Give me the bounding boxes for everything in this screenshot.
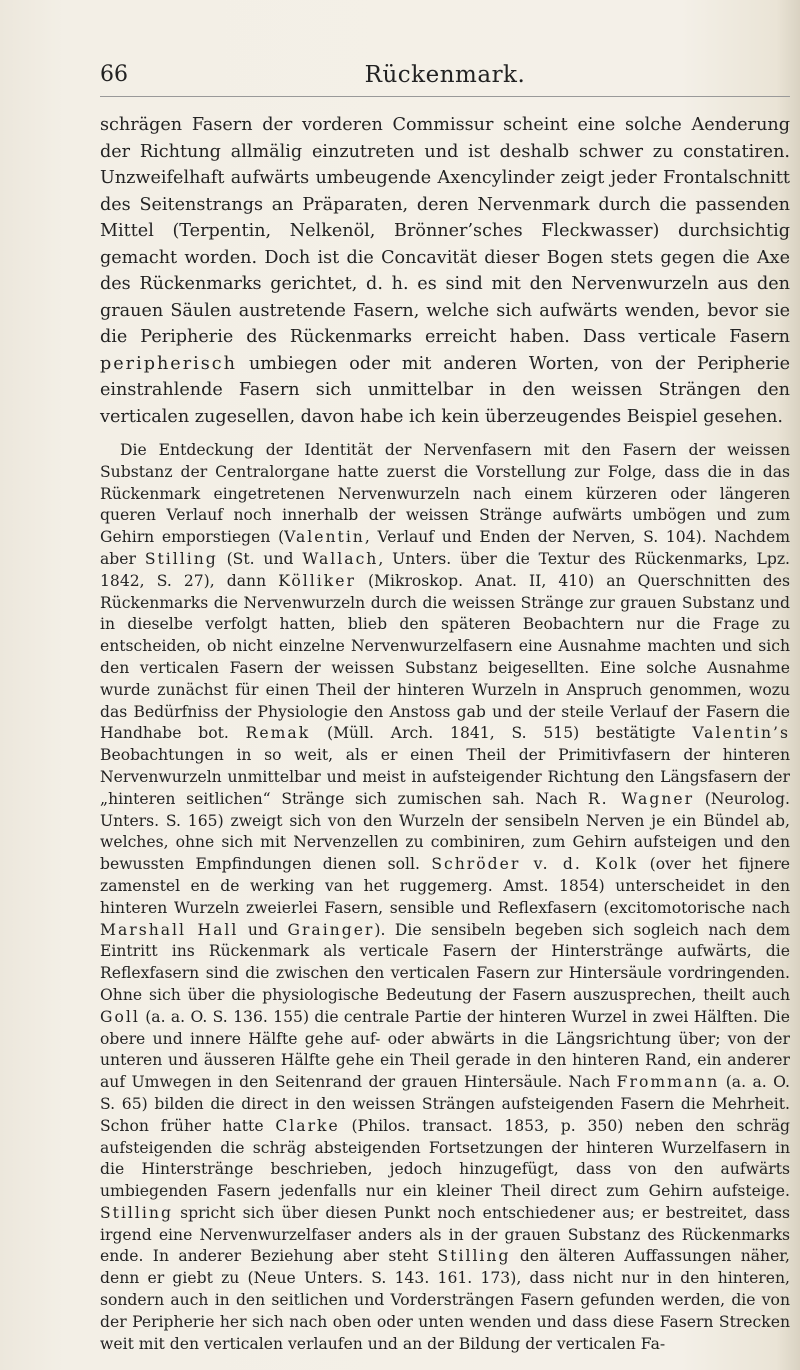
para2-text: den älteren Auffassungen näher, denn er giebt zu (Neue Unters. S. 143. 161. 173), dass nicht nur in den hinteren, sondern auch in den seitlichen und Vordersträngen Fasern gefunden werden, die von der Peripherie her sich nach oben oder unten wenden und dass diese Fasern Strecken weit mit den verticalen verlaufen und an der Bildung der verticalen Fa- xyxy=(100,1247,790,1353)
author-name: Goll xyxy=(100,1007,140,1026)
para2-text: , Verlauf und Enden der Nerven, S. 104). Nachdem aber xyxy=(100,528,790,568)
paragraph-1 xyxy=(100,112,790,430)
author-name: Frommann xyxy=(616,1073,720,1092)
para2-text: (Mikroskop. Anat. II, 410) an Querschnitten des Rückenmarks die Nervenwurzeln durch die weissen Stränge zur grauen Substanz und in dieselbe verfolgt hatten, blieb den späteren Beobachtern nur die Frage zu entscheiden, ob nicht einzelne Nervenwurzelfasern eine Ausnahme machten und sich den verticalen Fasern der weissen Substanz beigesellten. Eine solche Ausnahme wurde zunächst für einen Theil der hinteren Wurzeln in Anspruch genommen, wozu das Bedürfniss der Physiologie den Anstoss gab und der steile Verlauf der Fasern die Handhabe bot. xyxy=(100,571,790,743)
author-name: Schröder v. d. Kolk xyxy=(431,855,639,874)
author-name: Wallach xyxy=(302,549,379,568)
para2-text: Beobachtungen in so weit, als er einen Theil der Primitivfasern der hinteren Nervenwurzeln unmittelbar und meist in aufsteigender Richtung den Längsfasern der „hinteren seitlichen“ Stränge sich zumischen sah. Nach xyxy=(100,746,790,808)
page-number: 66 xyxy=(100,62,128,87)
author-name: Stilling xyxy=(100,1203,173,1222)
para2-text: (Müll. Arch. 1841, S. 515) bestätigte xyxy=(326,724,676,743)
author-name: R. Wagner xyxy=(587,789,695,808)
para2-text: ). Die sensibeln begeben sich sogleich nach dem Eintritt ins Rückenmark als verticale Fasern der Hinterstränge aufwärts, die Reflexfasern sind die zwischen den verticalen Fasern zur Hintersäule vordringenden. Ohne sich über die physiologische Bedeutung der Fasern auszusprechen, theilt auch xyxy=(100,920,790,1004)
author-name: Grainger xyxy=(287,920,375,939)
author-name: Stilling xyxy=(437,1247,511,1266)
para2-text: (St. und xyxy=(226,549,294,568)
para2-text: , Unters. über die Textur des Rückenmarks, Lpz. 1842, S. 27), dann xyxy=(100,549,791,590)
paragraph-2 xyxy=(100,440,790,1355)
para2-text: (Neurolog. Unters. S. 165) zweigt sich von den Wurzeln der sensibeln Nerven je ein Bündel ab, welches, ohne sich mit Nervenzellen zu combiniren, zum Gehirn aufsteigen und den bewussten Empfindungen dienen soll. xyxy=(100,789,790,874)
para1-text-1: schrägen Fasern der vorderen Commissur scheint eine solche Aenderung der Richtung allmälig einzutreten und ist deshalb schwer zu constatiren. Unzweifelhaft aufwärts umbeugende Axencylinder zeigt jeder Frontalschnitt des Seitenstrangs an Präparaten, deren Nervenmark durch die passenden Mittel (Terpentin, Nelkenöl, Brönner’sches Fleckwasser) durchsichtig gemacht worden. Doch ist die Concavität dieser Bogen stets gegen die Axe des Rückenmarks gerichtet, d. h. es sind mit den Nervenwurzeln aus den grauen Säulen austretende Fasern, welche sich aufwärts wenden, bevor sie die Peripherie des Rückenmarks erreicht haben. Dass verticale Fasern xyxy=(100,115,790,347)
author-name: Remak xyxy=(245,724,311,743)
para2-text: spricht sich über diesen Punkt noch entschiedener aus; er bestreitet, dass irgend eine Nervenwurzelfaser anders als in der grauen Substanz des Rückenmarks ende. In anderer Beziehung aber steht xyxy=(100,1203,790,1266)
author-name: Valentin xyxy=(284,528,365,547)
para2-text: (a. a. O. S. 136. 155) die centrale Partie der hinteren Wurzel in zwei Hälften. Die obere und innere Hälfte gehe auf- oder abwärts in die Längsrichtung über; von der unteren und äusseren Hälfte gehe ein Theil gerade in den hinteren Rand, ein anderer auf Umwegen in den Seitenrand der grauen Hintersäule. Nach xyxy=(100,1007,790,1092)
author-name: Stilling xyxy=(144,549,218,568)
emphasis-peripherisch: peripherisch xyxy=(100,353,237,374)
page-body xyxy=(100,112,790,1355)
header-rule xyxy=(100,96,790,97)
para2-text: (a. a. O. S. 65) bilden die direct in den weissen Strängen aufsteigenden Fasern die Mehrheit. Schon früher hatte xyxy=(100,1073,790,1135)
para2-text: (Philos. transact. 1853, p. 350) neben den schräg aufsteigenden die schräg absteigenden Fortsetzungen der hinteren Wurzelfasern in die Hinterstränge beschrieben, jedoch hinzugefügt, dass von den aufwärts umbiegenden Fasern jedenfalls nur ein kleiner Theil direct zum Gehirn aufsteige. xyxy=(100,1116,790,1201)
page-header xyxy=(100,62,790,92)
author-name: Valentin’s xyxy=(692,724,790,743)
author-name: Kölliker xyxy=(278,571,356,590)
para2-text: (over het fijnere zamenstel en de werking van het ruggemerg. Amst. 1854) unterscheidet in den hinteren Wurzeln zweierlei Fasern, sensible und Reflexfasern (excitomotorische nach xyxy=(100,855,790,917)
para2-text: und xyxy=(247,920,278,939)
para1-text-2: umbiegen oder mit anderen Worten, von der Peripherie einstrahlende Fasern sich unmittelbar in den weissen Strängen den verticalen zugesellen, davon habe ich kein überzeugendes Beispiel gesehen. xyxy=(100,353,791,427)
author-name: Marshall Hall xyxy=(100,920,239,939)
para2-text: Die Entdeckung der Identität der Nervenfasern mit den Fasern der weissen Substanz der Centralorgane hatte zuerst die Vorstellung zur Folge, dass die in das Rückenmark eingetretenen Nervenwurzeln nach einem kürzeren oder längeren queren Verlauf noch innerhalb der weissen Stränge aufwärts umbögen und zum Gehirn emporstiegen ( xyxy=(100,441,790,547)
running-title: Rückenmark. xyxy=(364,62,526,88)
author-name: Clarke xyxy=(275,1116,340,1135)
